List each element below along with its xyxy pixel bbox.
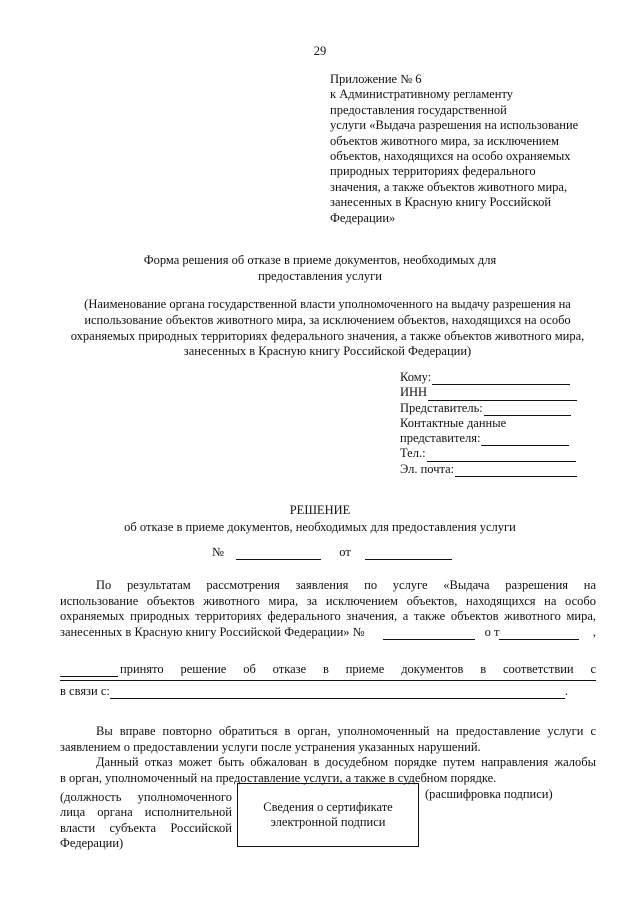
accepted-line (60, 662, 596, 677)
e-signature-certificate-box (237, 783, 419, 847)
appendix-line: услуги «Выдача разрешения на использование (330, 118, 579, 133)
application-date-field[interactable] (499, 628, 579, 640)
appendix-line: предоставления государственной (330, 102, 507, 117)
form-title-line: Форма решения об отказе в приеме документов, необходимых для (143, 253, 497, 267)
position-line: лица органа исполнительной (60, 805, 232, 820)
reason-label: в связи с: (60, 684, 110, 698)
application-number-field[interactable] (383, 628, 475, 640)
para-line: заявлением о предоставлении услуги после устранения указанных нарушений. (60, 739, 481, 754)
legal-basis-field[interactable] (60, 680, 596, 681)
representative-label: Представитель: (400, 400, 483, 415)
recipient-inn-row (400, 385, 600, 400)
para-line: Данный отказ может быть обжалован в досудебном порядке путем направления жалобы (96, 755, 596, 770)
contact-rep-field[interactable] (481, 434, 569, 446)
appendix-line: объектов, находящихся на особо охраняемых (330, 149, 571, 164)
official-position (60, 790, 232, 852)
recipient-block (400, 370, 600, 477)
organization-line: использование объектов животного мира, за исключением объектов, находящихся на особо (84, 312, 571, 327)
reason-row (60, 684, 568, 699)
period: . (564, 684, 568, 698)
date-label: от (339, 545, 351, 559)
certificate-line: Сведения о сертификате (263, 800, 393, 814)
organization-line: (Наименование органа государственной власти уполномоченного на выдачу разрешения на (84, 297, 571, 311)
appendix-line: объектов животного мира, за исключением (330, 133, 559, 148)
para-line: Вы вправе повторно обратиться в орган, уполномоченный на предоставление услуги с (96, 724, 596, 738)
email-label: Эл. почта: (400, 461, 455, 476)
appendix-line: Федерации» (330, 210, 396, 225)
organization-line: занесенных в Красную книгу Российской Федерации) (183, 344, 472, 359)
contact-rep-row (400, 431, 600, 446)
date-field[interactable] (365, 548, 452, 560)
certificate-line: электронной подписи (270, 815, 386, 829)
number-label: № (212, 545, 224, 559)
recipient-to-field[interactable] (432, 373, 570, 385)
recipient-to-label: Кому: (400, 370, 432, 384)
appeal-paragraph (60, 724, 596, 786)
organization-name (60, 297, 595, 360)
contact-label: Контактные данные (400, 415, 507, 430)
contact-rep-label: представителя: (400, 431, 481, 446)
signature-transcript: (расшифровка подписи) (425, 787, 553, 801)
number-field[interactable] (236, 548, 321, 560)
recipient-inn-label: ИНН (400, 385, 428, 400)
recipient-to-row (400, 370, 600, 385)
appendix-line: природных территориях федерального (330, 164, 536, 179)
appendix-title: Приложение № 6 (330, 72, 422, 86)
body-line: охраняемых природных территориях федерального значения, а также объектов животного мира, (60, 609, 596, 624)
position-line: власти субъекта Российской (60, 820, 232, 835)
position-line: Федерации) (60, 836, 124, 851)
recipient-inn-field[interactable] (428, 389, 577, 401)
appendix-line: занесенных в Красную книгу Российской (330, 195, 552, 210)
email-row (400, 462, 600, 477)
decision-subtitle: об отказе в приеме документов, необходимых для предоставления услуги (124, 520, 516, 534)
body-line: По результатам рассмотрения заявления по услуге «Выдача разрешения на (96, 578, 596, 592)
page-number: 29 (313, 44, 327, 58)
decision-title: РЕШЕНИЕ (289, 503, 351, 517)
form-title (110, 253, 530, 285)
body-line: занесенных в Красную книгу Российской Федерации» № (60, 624, 365, 639)
contact-row (400, 416, 600, 431)
accepted-date-field[interactable] (60, 665, 118, 677)
form-title-line: предоставления услуги (258, 268, 382, 283)
number-date-row (212, 545, 452, 560)
decision-body (60, 578, 596, 640)
representative-row (400, 401, 600, 416)
accepted-text: принято решение об отказе в приеме документов в соответствии с (120, 662, 596, 676)
body-line: использование объектов животного мира, за исключением объектов, находящихся на особо (60, 593, 596, 608)
body-last-line (60, 625, 596, 641)
phone-row (400, 446, 600, 461)
organization-line: охраняемых природных территориях федерального значения, а также объектов животного мира, (70, 328, 585, 343)
comma: , (592, 624, 596, 639)
reason-field[interactable] (110, 687, 565, 699)
phone-label: Тел.: (400, 446, 426, 461)
para-line: в орган, уполномоченный на предоставление услуги, а также в судебном порядке. (60, 770, 497, 785)
phone-field[interactable] (427, 450, 576, 462)
appendix-line: к Административному регламенту (330, 87, 514, 102)
from-label: о т (484, 624, 500, 639)
email-field[interactable] (455, 465, 577, 477)
appendix-line: значения, а также объектов животного мира, (330, 179, 568, 194)
representative-field[interactable] (484, 404, 571, 416)
appendix-header (330, 72, 595, 226)
position-line: (должность уполномоченного (60, 790, 232, 804)
